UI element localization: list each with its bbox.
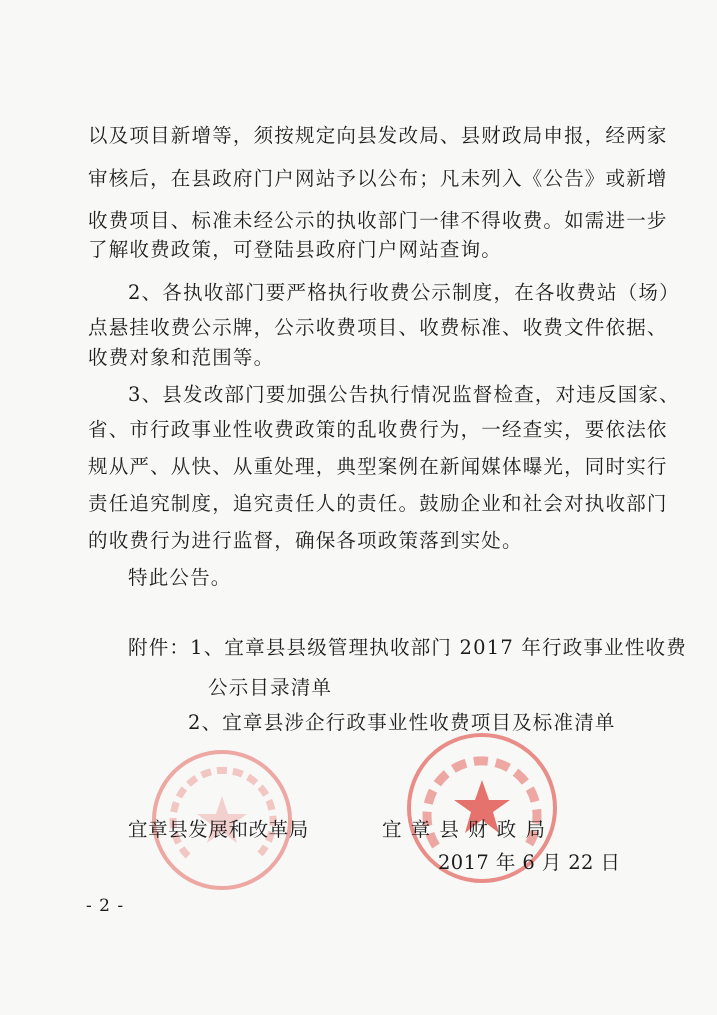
attachment-line: 附件：1、宜章县县级管理执收部门 2017 年行政事业性收费 (128, 636, 687, 659)
signature-dev-reform-bureau: 宜章县发展和改革局 (128, 818, 309, 841)
signature-finance-bureau: 宜 章 县 财 政 局 (382, 818, 547, 841)
body-line: 2、各执收部门要严格执行收费公示制度，在各收费站（场） (128, 281, 680, 304)
body-line: 3、县发改部门要加强公告执行情况监督检查，对违反国家、 (128, 383, 680, 406)
body-line: 了解收费政策，可登陆县政府门户网站查询。 (88, 238, 503, 261)
attachment-line: 2、宜章县涉企行政事业性收费项目及标准清单 (188, 711, 616, 734)
page-number: - 2 - (86, 896, 125, 916)
issue-date: 2017 年 6 月 22 日 (438, 851, 621, 874)
body-line: 收费项目、标准未经公示的执收部门一律不得收费。如需进一步 (88, 209, 668, 232)
body-line: 的收费行为进行监督，确保各项政策落到实处。 (88, 529, 523, 552)
body-line: 责任追究制度，追究责任人的责任。鼓励企业和社会对执收部门 (88, 492, 668, 515)
body-line: 点悬挂收费公示牌，公示收费项目、收费标准、收费文件依据、 (88, 316, 668, 339)
closing-line: 特此公告。 (128, 566, 232, 589)
body-line: 省、市行政事业性收费政策的乱收费行为，一经查实，要依法依 (88, 418, 668, 441)
body-line: 审核后，在县政府门户网站予以公布；凡未列入《公告》或新增 (88, 167, 668, 190)
attachment-line: 公示目录清单 (208, 676, 333, 699)
body-line: 规从严、从快、从重处理，典型案例在新闻媒体曝光，同时实行 (88, 455, 668, 478)
body-line: 收费对象和范围等。 (88, 346, 275, 369)
body-line: 以及项目新增等，须按规定向县发改局、县财政局申报，经两家 (88, 124, 668, 147)
